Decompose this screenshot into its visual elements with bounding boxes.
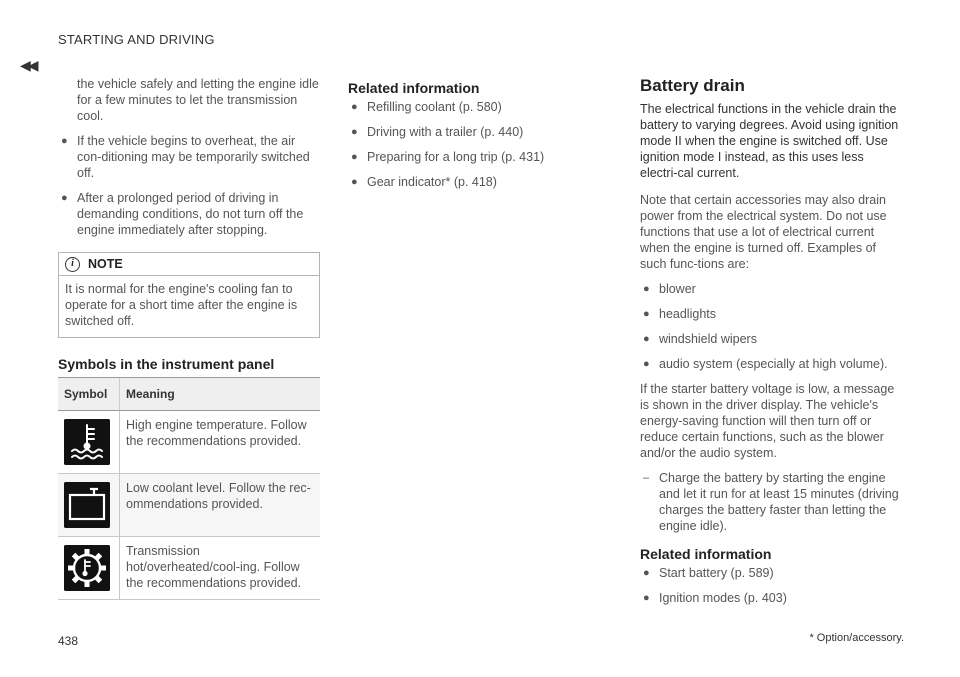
engine-temperature-icon bbox=[64, 419, 110, 465]
list-item: ● After a prolonged period of driving in demanding conditions, do not turn off the engine immediately after stopping. bbox=[61, 191, 304, 237]
list-item: ● audio system (especially at high volume). bbox=[643, 357, 888, 371]
page-number: 438 bbox=[58, 634, 79, 648]
symbols-heading: Symbols in the instrument panel bbox=[58, 356, 275, 372]
bullet-list bbox=[58, 133, 320, 238]
table-row bbox=[58, 411, 320, 474]
back-chevron-icon[interactable]: ◀◀ bbox=[20, 57, 36, 73]
column-header-meaning: Meaning bbox=[120, 378, 321, 411]
related-links bbox=[640, 565, 902, 606]
related-info-heading: Related information bbox=[640, 546, 772, 562]
related-link[interactable]: ● Start battery (p. 589) bbox=[643, 566, 774, 580]
note-box bbox=[58, 252, 320, 338]
note-body: It is normal for the engine's cooling fan to operate for a short time after the engine is switched off. bbox=[65, 282, 298, 328]
paragraph: If the starter battery voltage is low, a message is shown in the driver display. The vehicle's energy-saving function will then turn off or reduce certain functions, such as the blower and/or the audio system. bbox=[640, 382, 895, 460]
related-link[interactable]: ● Refilling coolant (p. 580) bbox=[351, 100, 502, 114]
related-links bbox=[348, 99, 598, 190]
list-item: ● blower bbox=[643, 282, 696, 296]
list-item: ● If the vehicle begins to overheat, the air con-ditioning may be temporarily switched off. bbox=[61, 134, 310, 180]
bullet-list bbox=[640, 281, 902, 372]
step-item: – Charge the battery by starting the engine and let it run for at least 15 minutes (driving charges the battery faster than letting the engine idle). bbox=[643, 471, 899, 533]
related-link[interactable]: ● Preparing for a long trip (p. 431) bbox=[351, 150, 545, 164]
meaning-cell: High engine temperature. Follow the recommendations provided. bbox=[120, 411, 321, 474]
transmission-temperature-icon bbox=[64, 545, 110, 591]
column-right bbox=[640, 76, 902, 615]
table-row bbox=[58, 537, 320, 600]
column-left bbox=[58, 76, 320, 600]
related-link[interactable]: ● Gear indicator* (p. 418) bbox=[351, 175, 497, 189]
meaning-cell: Low coolant level. Follow the rec-ommendations provided. bbox=[120, 474, 321, 537]
intro-text: The electrical functions in the vehicle drain the battery to varying degrees. Avoid using ignition mode II when the engine is switched off. Use ignition mode I instead, as this uses less electri-cal current. bbox=[640, 102, 899, 180]
coolant-level-icon bbox=[64, 482, 110, 528]
continuation-text: the vehicle safely and letting the engine idle for a few minutes to let the transmission cool. bbox=[77, 77, 319, 123]
column-header-symbol: Symbol bbox=[58, 378, 120, 411]
footnote: * Option/accessory. bbox=[809, 632, 904, 644]
related-link[interactable]: ● Ignition modes (p. 403) bbox=[643, 591, 787, 605]
related-info-heading: Related information bbox=[348, 80, 480, 96]
battery-drain-heading: Battery drain bbox=[640, 76, 745, 95]
paragraph: Note that certain accessories may also drain power from the electrical system. Do not use functions that use a lot of electrical current when the engine is turned off. Examples of such func-tions are: bbox=[640, 193, 887, 271]
meaning-cell: Transmission hot/overheated/cool-ing. Follow the recommendations provided. bbox=[120, 537, 321, 600]
list-item: ● headlights bbox=[643, 307, 716, 321]
table-row bbox=[58, 474, 320, 537]
symbols-table bbox=[58, 377, 320, 600]
step-list bbox=[640, 470, 902, 534]
info-icon: i bbox=[65, 257, 80, 272]
related-link[interactable]: ● Driving with a trailer (p. 440) bbox=[351, 125, 524, 139]
section-title: STARTING AND DRIVING bbox=[58, 32, 215, 47]
note-header bbox=[59, 253, 319, 276]
list-item: ● windshield wipers bbox=[643, 332, 757, 346]
column-middle bbox=[348, 80, 598, 199]
note-title: NOTE bbox=[88, 257, 123, 271]
